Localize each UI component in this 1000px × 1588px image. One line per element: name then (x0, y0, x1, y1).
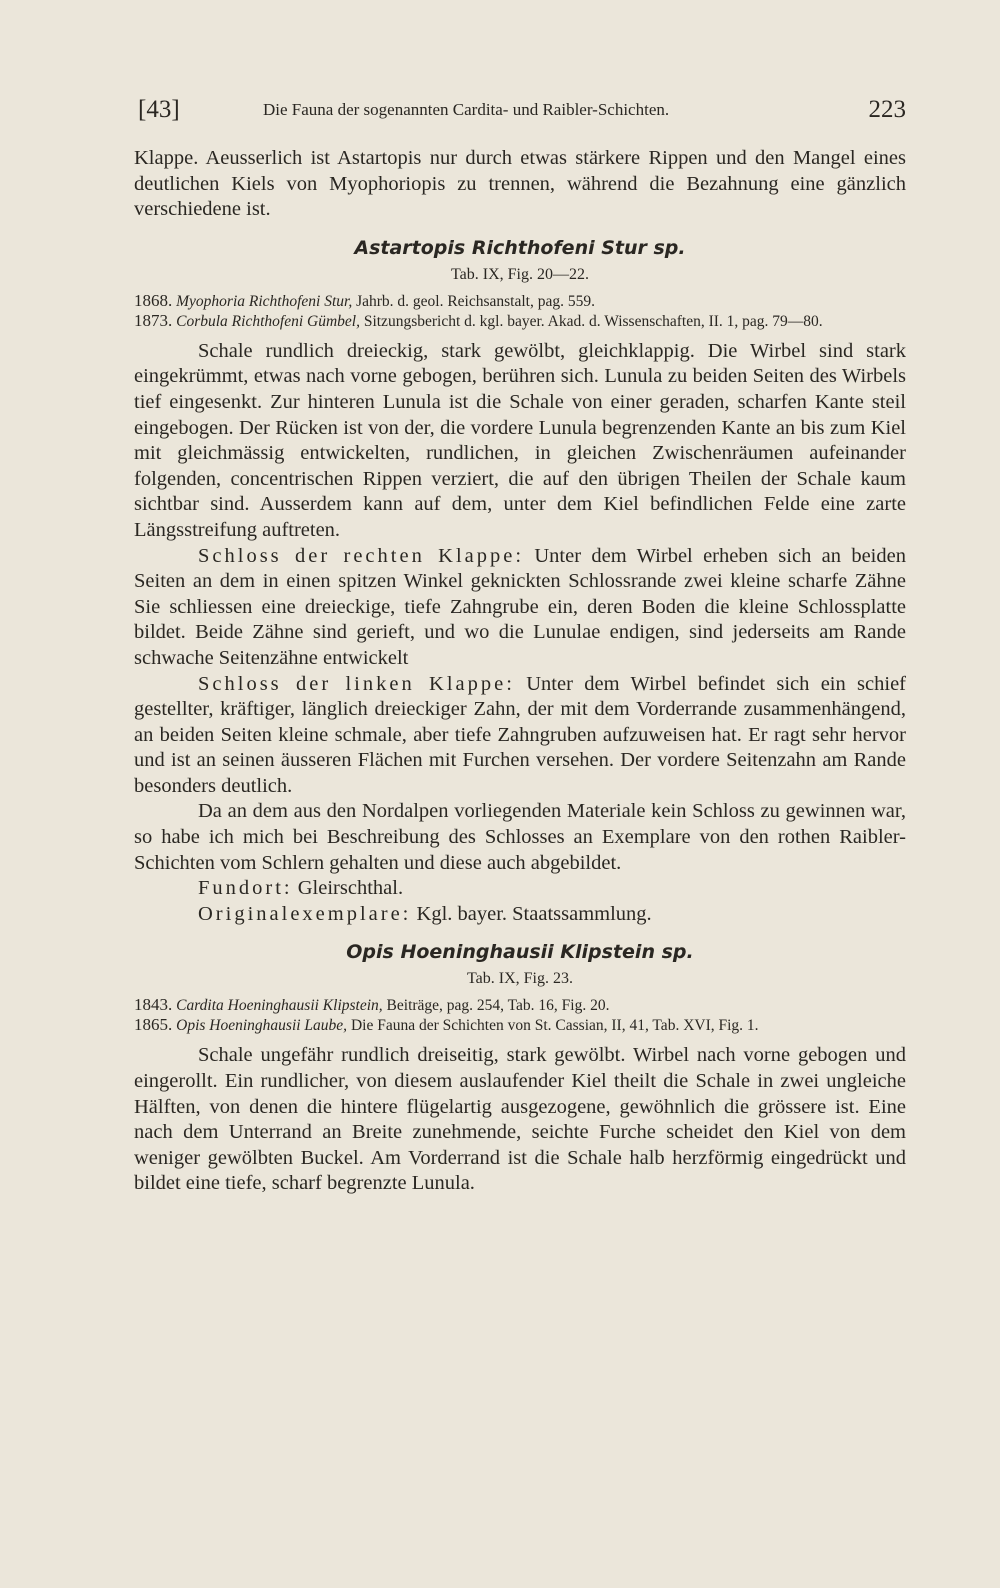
plate-reference: Tab. IX, Fig. 23. (467, 970, 573, 988)
page-number: 223 (868, 96, 906, 123)
intro-paragraph: Klappe. Aeusserlich ist Astartopis nur durch etwas stärkere Rippen und den Mangel eines deutlichen Kiels von Myophoriopis zu trennen, während die Bezahnung eine gänzlich verschiedene ist. (134, 147, 906, 221)
synonym-entry: 1843. Cardita Hoeninghausii Klipstein, Beiträge, pag. 254, Tab. 16, Fig. 20. (134, 995, 610, 1015)
hinge-left-valve-paragraph: Schloss der linken Klappe: Unter dem Wirbel befindet sich ein schief gestellter, kräftiger, länglich dreieckiger Zahn, der mit dem Vorderrande zusammenhängend, an beiden Seiten kleine schmale, aber tiefe Zahngruben aufzuweisen hat. Er ragt sehr hervor und ist an seinen äusseren Flächen mit Furchen versehen. Der vordere Seitenzahn am Rande besonders deutlich. (134, 672, 907, 797)
description-paragraph: Schale ungefähr rundlich dreiseitig, stark gewölbt. Wirbel nach vorne gebogen und eingerollt. Ein rundlicher, von diesem auslaufender Kiel theilt die Schale in zwei ungleiche Hälften, von denen die hintere flügelartig ausgezogene, gewöhnlich die grössere ist. Eine nach dem Unterrand an Breite zunehmende, seichte Furche scheidet den Kiel von dem weniger gewölbten Buckel. Am Vorderrand ist die Schale halb herzförmig eingedrückt und bildet eine tiefe, scharf begrenzte Lunula. (134, 1044, 906, 1195)
synonym-entry: 1873. Corbula Richthofeni Gümbel, Sitzungsbericht d. kgl. bayer. Akad. d. Wissenschaften, II. 1, pag. 79—80. (134, 310, 823, 330)
plate-reference: Tab. IX, Fig. 20—22. (451, 265, 589, 283)
running-title: Die Fauna der sogenannten Cardita- und Raibler-Schichten. (263, 100, 670, 119)
synonym-entry: 1868. Myophoria Richthofeni Stur, Jahrb. d. geol. Reichsanstalt, pag. 559. (134, 290, 595, 310)
hinge-right-valve-paragraph: Schloss der rechten Klappe: Unter dem Wirbel erheben sich an beiden Seiten an dem in einen spitzen Winkel geknickten Schlossrande zwei kleine scharfe Zähne Sie schliessen eine dreieckige, tiefe Zahngrube ein, deren Boden die kleine Schlossplatte bildet. Beide Zähne sind gerieft, und wo die Lunulae endigen, sind jederseits am Rande schwache Seitenzähne entwickelt (134, 544, 906, 669)
synonymy-list (134, 995, 906, 1035)
species-title-astartopis: Astartopis Richthofeni Stur sp. (354, 236, 686, 259)
running-header (138, 96, 906, 130)
section-number: [43] (138, 96, 180, 123)
synonymy-list (134, 291, 906, 331)
original-specimens-line: Originalexemplare: Kgl. bayer. Staatssammlung. (198, 902, 652, 925)
synonym-entry: 1865. Opis Hoeninghausii Laube, Die Fauna der Schichten von St. Cassian, II, 41, Tab. XVI, Fig. 1. (134, 1015, 759, 1035)
material-note-paragraph: Da an dem aus den Nordalpen vorliegenden Materiale kein Schloss zu gewinnen war, so habe ich mich bei Beschreibung des Schlosses an Exemplare von den rothen Raibler-Schichten vom Schlern gehalten und diese auch abgebildet. (134, 800, 906, 874)
species-title-opis: Opis Hoeninghausii Klipstein sp. (346, 941, 694, 964)
page-body (134, 146, 906, 1197)
locality-line: Fundort: Gleirschthal. (198, 877, 404, 900)
description-paragraph: Schale rundlich dreieckig, stark gewölbt, gleichklappig. Die Wirbel sind stark eingekrümmt, etwas nach vorne gebogen, berühren sich. Lunula zu beiden Seiten des Wirbels tief eingesenkt. Zur hinteren Lunula ist die Schale von einer geraden, scharfen Kante steil eingebogen. Der Rücken ist von der, die vordere Lunula begrenzenden Kante an bis zum Kiel mit gleichmässig entwickelten, rundlichen, in gleichen Zwischenräumen aufeinander folgenden, concentrischen Rippen verziert, die auf den übrigen Theilen der Schale kaum sichtbar sind. Ausserdem kann auf dem, unter dem Kiel befindlichen Felde eine zarte Längsstreifung auftreten. (134, 339, 906, 541)
